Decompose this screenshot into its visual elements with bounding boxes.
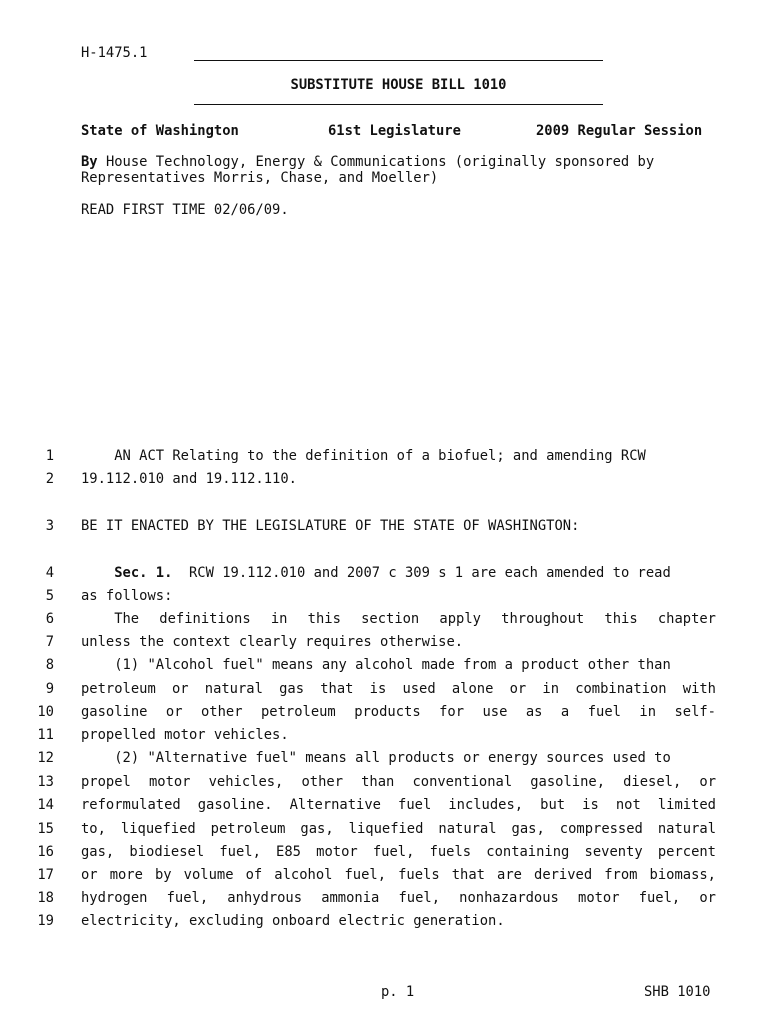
line-number: 3 [45, 518, 54, 534]
document-id: H-1475.1 [81, 45, 148, 61]
legislature-label: 61st Legislature [328, 123, 461, 139]
bill-text-line: propelled motor vehicles. [81, 727, 289, 743]
line-number: 15 [37, 821, 54, 837]
bill-text-line: gasoline or other petroleum products for use as a fuel in self- [81, 704, 716, 720]
line-number: 11 [37, 727, 54, 743]
line-number: 9 [45, 681, 54, 697]
bill-text-line: unless the context clearly requires otherwise. [81, 634, 464, 650]
line-number: 19 [37, 913, 54, 929]
read-first-time: READ FIRST TIME 02/06/09. [81, 202, 289, 218]
line-number: 17 [37, 867, 54, 883]
line-number: 1 [45, 448, 54, 464]
bill-title: SUBSTITUTE HOUSE BILL 1010 [290, 77, 507, 93]
section-label: Sec. 1. [114, 565, 173, 581]
bill-text-line: to, liquefied petroleum gas, liquefied natural gas, compressed natural [81, 821, 716, 837]
session-label: 2009 Regular Session [536, 123, 703, 139]
sponsor-text: House Technology, Energy & Communications (originally sponsored by [105, 154, 655, 170]
bill-text-line: propel motor vehicles, other than conventional gasoline, diesel, or [81, 774, 716, 790]
bill-text-line: reformulated gasoline. Alternative fuel includes, but is not limited [81, 797, 716, 813]
title-rule-bottom [194, 104, 603, 105]
line-number: 4 [45, 565, 54, 581]
line-number: 18 [37, 890, 54, 906]
line-number: 13 [37, 774, 54, 790]
bill-text-line: or more by volume of alcohol fuel, fuels that are derived from biomass, [81, 867, 716, 883]
bill-text-line: (1) "Alcohol fuel" means any alcohol made from a product other than [81, 657, 671, 673]
sponsor-line [81, 154, 654, 170]
bill-text-line: gas, biodiesel fuel, E85 motor fuel, fuels containing seventy percent [81, 844, 716, 860]
line-number: 5 [45, 588, 54, 604]
footer-bill-id: SHB 1010 [644, 984, 711, 1000]
bill-text-line: electricity, excluding onboard electric generation. [81, 913, 505, 929]
by-label: By [81, 154, 98, 170]
sponsor-line-cont: Representatives Morris, Chase, and Moeller) [81, 170, 439, 186]
line-number: 12 [37, 750, 54, 766]
line-number: 7 [45, 634, 54, 650]
line-number: 6 [45, 611, 54, 627]
line-number: 16 [37, 844, 54, 860]
title-rule-top [194, 60, 603, 61]
section-text: RCW 19.112.010 and 2007 c 309 s 1 are each amended to read [172, 565, 671, 581]
bill-text-line: The definitions in this section apply throughout this chapter [114, 611, 716, 627]
page-number: p. 1 [381, 984, 415, 1000]
bill-text-line: as follows: [81, 588, 173, 604]
state-label: State of Washington [81, 123, 239, 139]
line-number: 8 [45, 657, 54, 673]
line-number: 14 [37, 797, 54, 813]
bill-text-line: (2) "Alternative fuel" means all products or energy sources used to [81, 750, 671, 766]
bill-text-line: AN ACT Relating to the definition of a biofuel; and amending RCW [81, 448, 646, 464]
line-number: 10 [37, 704, 54, 720]
bill-text-line: BE IT ENACTED BY THE LEGISLATURE OF THE STATE OF WASHINGTON: [81, 518, 580, 534]
line-number: 2 [45, 471, 54, 487]
bill-text-line: petroleum or natural gas that is used alone or in combination with [81, 681, 716, 697]
bill-text-line: 19.112.010 and 19.112.110. [81, 471, 297, 487]
bill-text-line: hydrogen fuel, anhydrous ammonia fuel, nonhazardous motor fuel, or [81, 890, 716, 906]
bill-text-line [81, 565, 716, 581]
